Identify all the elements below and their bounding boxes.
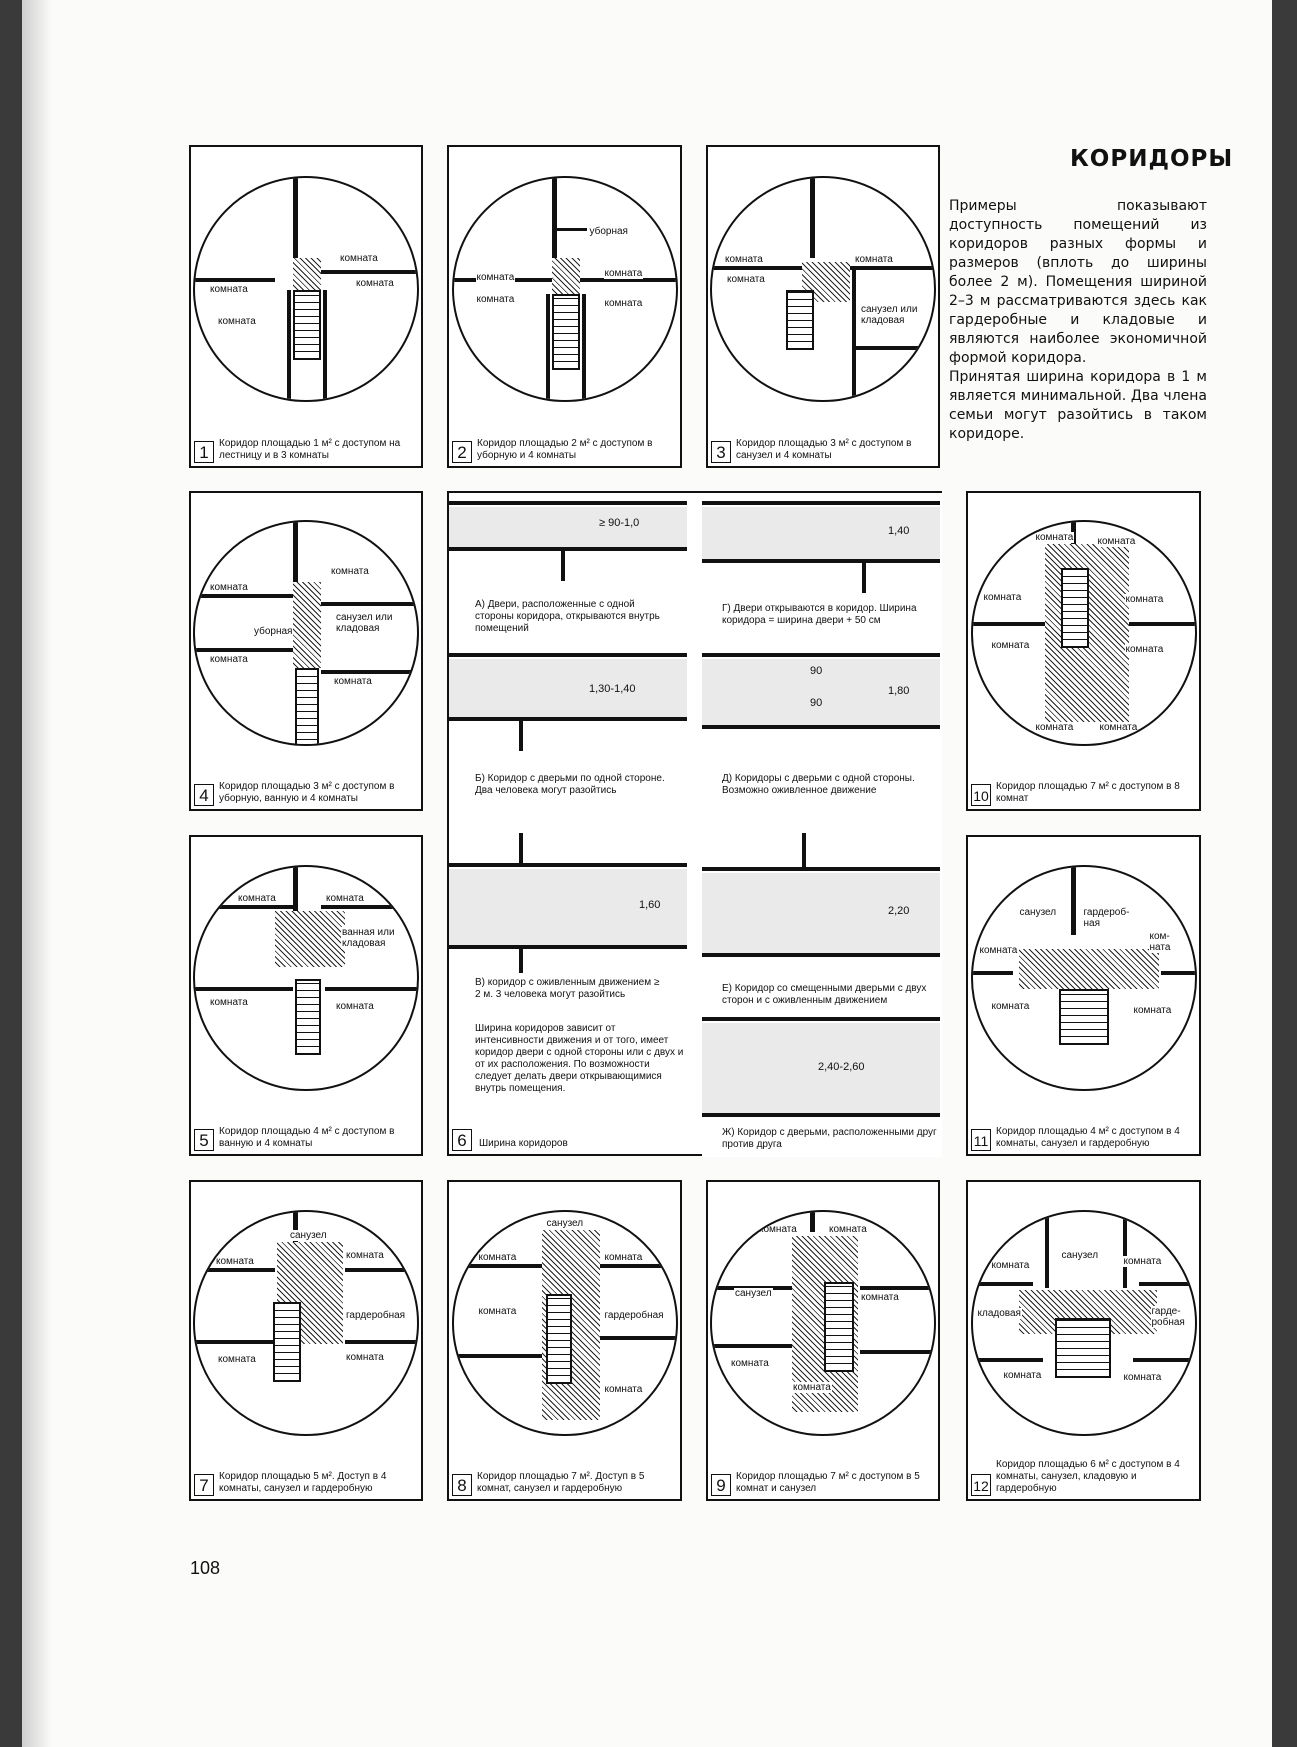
figure-caption: Коридор площадью 4 м² с доступом в 4 комнаты, санузел и гардеробную <box>996 1126 1180 1149</box>
page-number: 108 <box>190 1558 221 1578</box>
figure-11 <box>966 835 1201 1156</box>
figure-number: 12 <box>971 1474 991 1496</box>
plan-circle: санузел гардероб-ная ком-ната комната комната комната <box>971 865 1197 1091</box>
figure-9 <box>706 1180 940 1501</box>
figure-number: 10 <box>971 784 991 806</box>
figure-caption: Коридор площадью 6 м² с доступом в 4 комнаты, санузел, кладовую и гардеробную <box>996 1459 1180 1494</box>
section-title: КОРИДОРЫ <box>1070 146 1234 172</box>
intro-text <box>949 197 1207 444</box>
panel-b: 1,30-1,40 Б) Коридор с дверьми по одной стороне. Два человека могут разойтись <box>449 643 689 833</box>
figure-caption: Коридор площадью 7 м². Доступ в 5 комнат, санузел и гардеробную <box>477 1471 645 1494</box>
figure-1 <box>189 145 423 468</box>
panel-zh: 2,40-2,60 Ж) Коридор с дверьми, расположенными друг против друга <box>702 1009 942 1157</box>
figure-caption: Коридор площадью 2 м² с доступом в уборную и 4 комнаты <box>477 438 653 461</box>
figure-2 <box>447 145 682 468</box>
figure-10 <box>966 491 1201 811</box>
figure-number: 6 <box>452 1129 472 1151</box>
figure-number: 4 <box>194 784 214 806</box>
figure-8 <box>447 1180 682 1501</box>
plan-circle: комната комната комната санузел или кладовая <box>710 176 936 402</box>
panel-v: 1,60 В) коридор с оживленным движением ≥ 2 м. 3 человека могут разойтись <box>449 833 689 1009</box>
intro-paragraph-2: Принятая ширина коридора в 1 м является минимальной. Два члена семьи могут разойтись в таком коридоре. <box>949 369 1207 442</box>
figure-caption: Коридор площадью 4 м² с доступом в ванную и 4 комнаты <box>219 1126 395 1149</box>
figure-5 <box>189 835 423 1156</box>
panel-a: ≥ 90-1,0 А) Двери, расположенные с одной стороны коридора, открываются внутрь помещений <box>449 493 689 643</box>
figure-caption: Коридор площадью 1 м² с доступом на лестницу и в 3 комнаты <box>219 438 401 461</box>
intro-paragraph-1: Примеры показывают доступность помещений из коридоров разных формы и размеров (вплоть до ширины более 2 м). Помещения шириной 2–3 м рассматриваются здесь как гардеробные и кладовые и являются наиболее экономичной формой коридора. <box>949 198 1207 366</box>
widths-note: Ширина коридоров зависит от интенсивности движения и от того, имеет коридор двери с одной стороны или с двух и от их расположения. По возможности следует делать двери открывающимися внутрь помещения. <box>475 1023 684 1094</box>
figure-number: 7 <box>194 1474 214 1496</box>
figure-number: 3 <box>711 441 731 463</box>
plan-circle: уборная комната комната комната комната <box>452 176 678 402</box>
figure-6-corridor-widths <box>447 491 942 1156</box>
panel-g: 1,40 Г) Двери открываются в коридор. Ширина коридора = ширина двери + 50 см <box>702 493 942 643</box>
figure-7 <box>189 1180 423 1501</box>
plan-circle: комната комната ванная или кладовая комната комната <box>193 865 419 1091</box>
plan-circle: комната комната комната комната <box>193 176 419 402</box>
plan-circle: комната комната санузел или кладовая уборная комната комната <box>193 520 419 746</box>
figure-number: 11 <box>971 1129 991 1151</box>
plan-circle: комната комната санузел комната комната комната <box>710 1210 936 1436</box>
figure-number: 9 <box>711 1474 731 1496</box>
figure-3 <box>706 145 940 468</box>
figure-caption: Коридор площадью 3 м² с доступом в санузел и 4 комнаты <box>736 438 912 461</box>
panel-d: 90 90 1,80 Д) Коридоры с дверьми с одной стороны. Возможно оживленное движение <box>702 643 942 833</box>
figure-12 <box>966 1180 1201 1501</box>
figure-caption: Ширина коридоров <box>479 1138 568 1149</box>
plan-circle: санузел комната комната гардеробная комната комната <box>193 1210 419 1436</box>
figure-caption: Коридор площадью 7 м² с доступом в 5 комнат и санузел <box>736 1471 920 1494</box>
figure-number: 2 <box>452 441 472 463</box>
page-spine-shadow <box>22 0 52 1747</box>
figure-number: 1 <box>194 441 214 463</box>
panel-e: 2,20 Е) Коридор со смещенными дверьми с двух сторон и с оживленным движением <box>702 833 942 1009</box>
figure-caption: Коридор площадью 5 м². Доступ в 4 комнаты, санузел и гардеробную <box>219 1471 387 1494</box>
figure-number: 8 <box>452 1474 472 1496</box>
figure-caption: Коридор площадью 7 м² с доступом в 8 комнат <box>996 781 1180 804</box>
plan-circle: комната комната комната комната комната комната комната комната <box>971 520 1197 746</box>
figure-4 <box>189 491 423 811</box>
plan-circle: санузел комната комната комната гардеробная комната <box>452 1210 678 1436</box>
figure-number: 5 <box>194 1129 214 1151</box>
plan-circle: комната санузел комната кладовая гарде-робная комната комната <box>971 1210 1197 1436</box>
figure-caption: Коридор площадью 3 м² с доступом в уборную, ванную и 4 комнаты <box>219 781 395 804</box>
